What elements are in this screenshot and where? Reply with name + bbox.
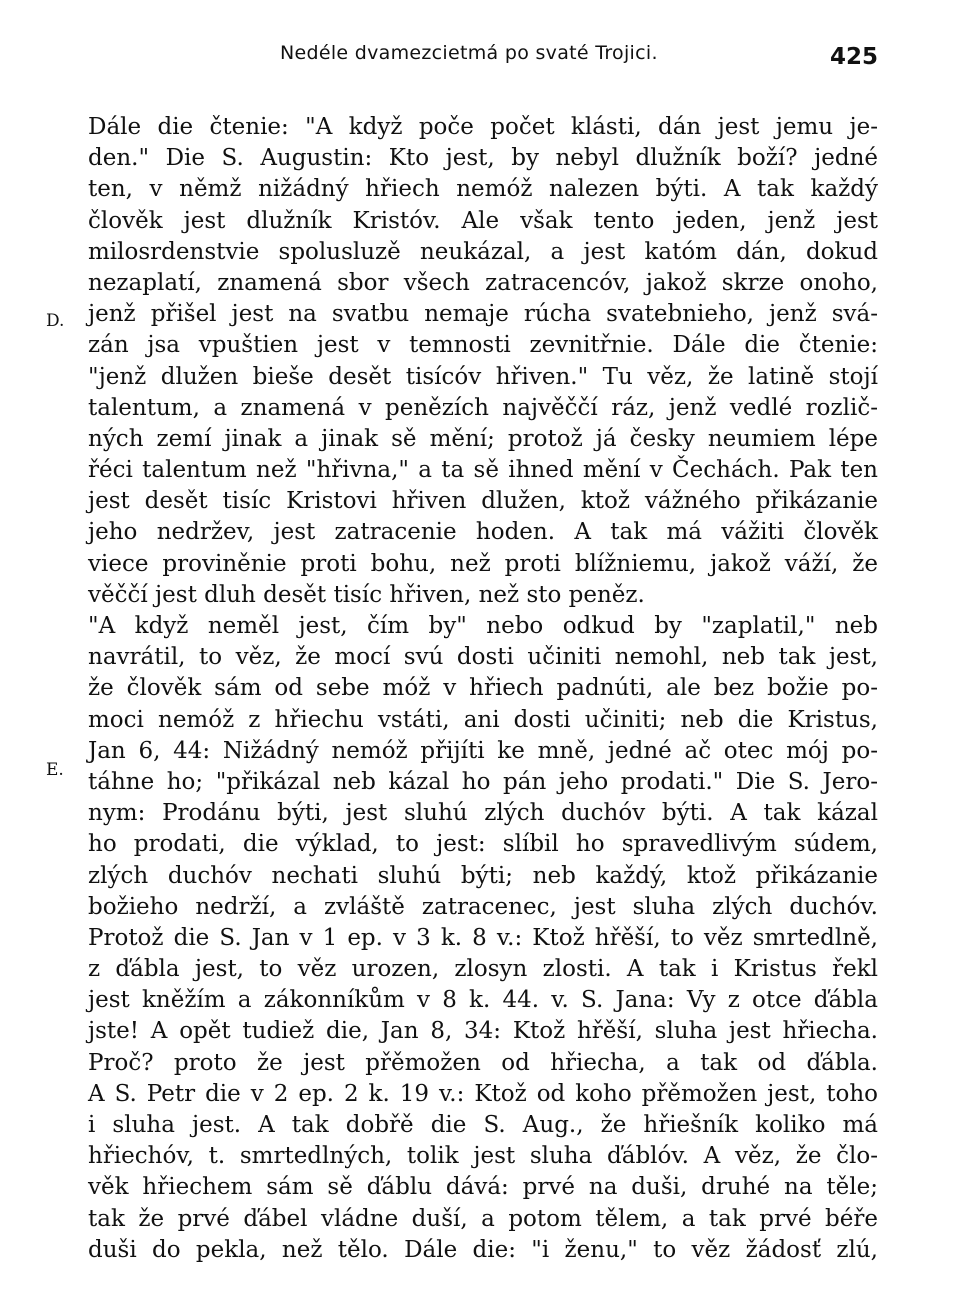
text-line: zlých duchóv nechati sluhú býti; neb každý, ktož přikázanie (88, 862, 878, 889)
text-line: ho prodati, die výklad, to jest: slíbil ho spravedlivým súdem, (88, 831, 878, 858)
text-line: den." Die S. Augustin: Kto jest, by nebyl dlužník boží? jedné (88, 145, 878, 172)
text-line: ten, v němž nižádný hřiech nemóž nalezen býti. A tak každý (88, 176, 878, 203)
text-line: milosrdenstvie spolusluzě neukázal, a jest katóm dán, dokud (88, 238, 878, 265)
text-line: duši do pekla, než tělo. Dále die: "i ženu," to věz žádosť zlú, (88, 1236, 878, 1263)
text-line: zán jsa vpuštien jest v temnosti zevnitřnie. Dále die čtenie: (88, 332, 878, 359)
body-text (88, 112, 878, 1266)
text-line: jste! A opět tudiež die, Jan 8, 34: Ktož hřěší, sluha jest hřiecha. (88, 1018, 878, 1045)
text-line: jeho nedržev, jest zatracenie hoden. A tak má vážiti člověk (88, 519, 878, 546)
text-line: jest kněžím a zákonníkům v 8 k. 44. v. S. Jana: Vy z otce ďábla (88, 987, 878, 1014)
text-line: navrátil, to věz, že mocí svú dosti učiniti nemohl, neb tak jest, (88, 644, 878, 671)
text-line: talentum, a znamená v penězích najvěččí ráz, jenž vedlé rozlič- (88, 394, 878, 421)
text-line: viece proviněnie proti bohu, než proti blížniemu, jakož váží, že (88, 550, 878, 577)
text-line: "A když neměl jest, čím by" nebo odkud by "zaplatil," neb (88, 613, 878, 639)
text-line: že člověk sám od sebe móž v hřiech padnúti, ale bez božie po- (88, 675, 878, 702)
text-line: řéci talentum než "hřivna," a ta sě ihned mění v Čechách. Pak ten (88, 457, 878, 484)
text-line: jenž přišel jest na svatbu nemaje rúcha svatebnieho, jenž svá- (88, 301, 878, 328)
text-line: hřiechóv, t. smrtedlných, tolik jest sluha ďáblóv. A věz, že člo- (88, 1143, 878, 1170)
text-line: nym: Prodánu býti, jest sluhú zlých duchóv býti. A tak kázal (88, 800, 878, 827)
page-number: 425 (829, 44, 878, 70)
text-line: z ďábla jest, to věz urozen, zlosyn zlosti. A tak i Kristus řekl (88, 956, 878, 983)
text-line: A S. Petr die v 2 ep. 2 k. 19 v.: Ktož od koho přěmožen jest, toho (88, 1080, 878, 1107)
text-line: "jenž dlužen bieše desět tisícóv hřiven." Tu věz, že latině stojí (88, 363, 878, 390)
text-line: Protož die S. Jan v 1 ep. v 3 k. 8 v.: Ktož hřěší, to věz smrtedlně, (88, 924, 878, 951)
text-line: táhne ho; "přikázal neb kázal ho pán jeho prodati." Die S. Jero- (88, 768, 878, 795)
text-line: věččí jest dluh desět tisíc hřiven, než sto peněz. (88, 581, 645, 608)
text-line: tak že prvé ďábel vládne duší, a potom tělem, a tak prvé béře (88, 1205, 878, 1232)
text-line: ných zemí jinak a jinak sě mění; protož já česky neumiem lépe (88, 425, 878, 452)
page-header (88, 40, 878, 80)
text-line: Proč? proto že jest přěmožen od hřiecha, a tak od ďábla. (88, 1049, 878, 1076)
margin-note-e: E. (46, 760, 64, 780)
text-line: moci nemóž z hřiechu vstáti, ani dosti učiniti; neb die Kristus, (88, 706, 878, 733)
text-line: božieho nedrží, a zvláště zatracenec, jest sluha zlých duchóv. (88, 893, 878, 920)
text-line: jest desět tisíc Kristovi hřiven dlužen, ktož vážného přikázanie (88, 488, 878, 515)
text-line: Jan 6, 44: Nižádný nemóž přijíti ke mně, jedné ač otec mój po- (88, 737, 878, 764)
text-line: nezaplatí, znamená sbor všech zatracencóv, jakož skrze onoho, (88, 269, 878, 296)
text-line: člověk jest dlužník Kristóv. Ale však tento jeden, jenž jest (88, 207, 878, 234)
running-title: Nedéle dvamezcietmá po svaté Trojici. (280, 42, 658, 64)
text-line: i sluha jest. A tak dobřě die S. Aug., že hřiešník koliko má (88, 1112, 878, 1138)
margin-note-d: D. (46, 311, 65, 331)
text-line: věk hřiechem sám sě ďáblu dává: prvé na duši, druhé na těle; (88, 1174, 878, 1201)
text-line: Dále die čtenie: "A když poče počet klásti, dán jest jemu je- (88, 114, 878, 140)
